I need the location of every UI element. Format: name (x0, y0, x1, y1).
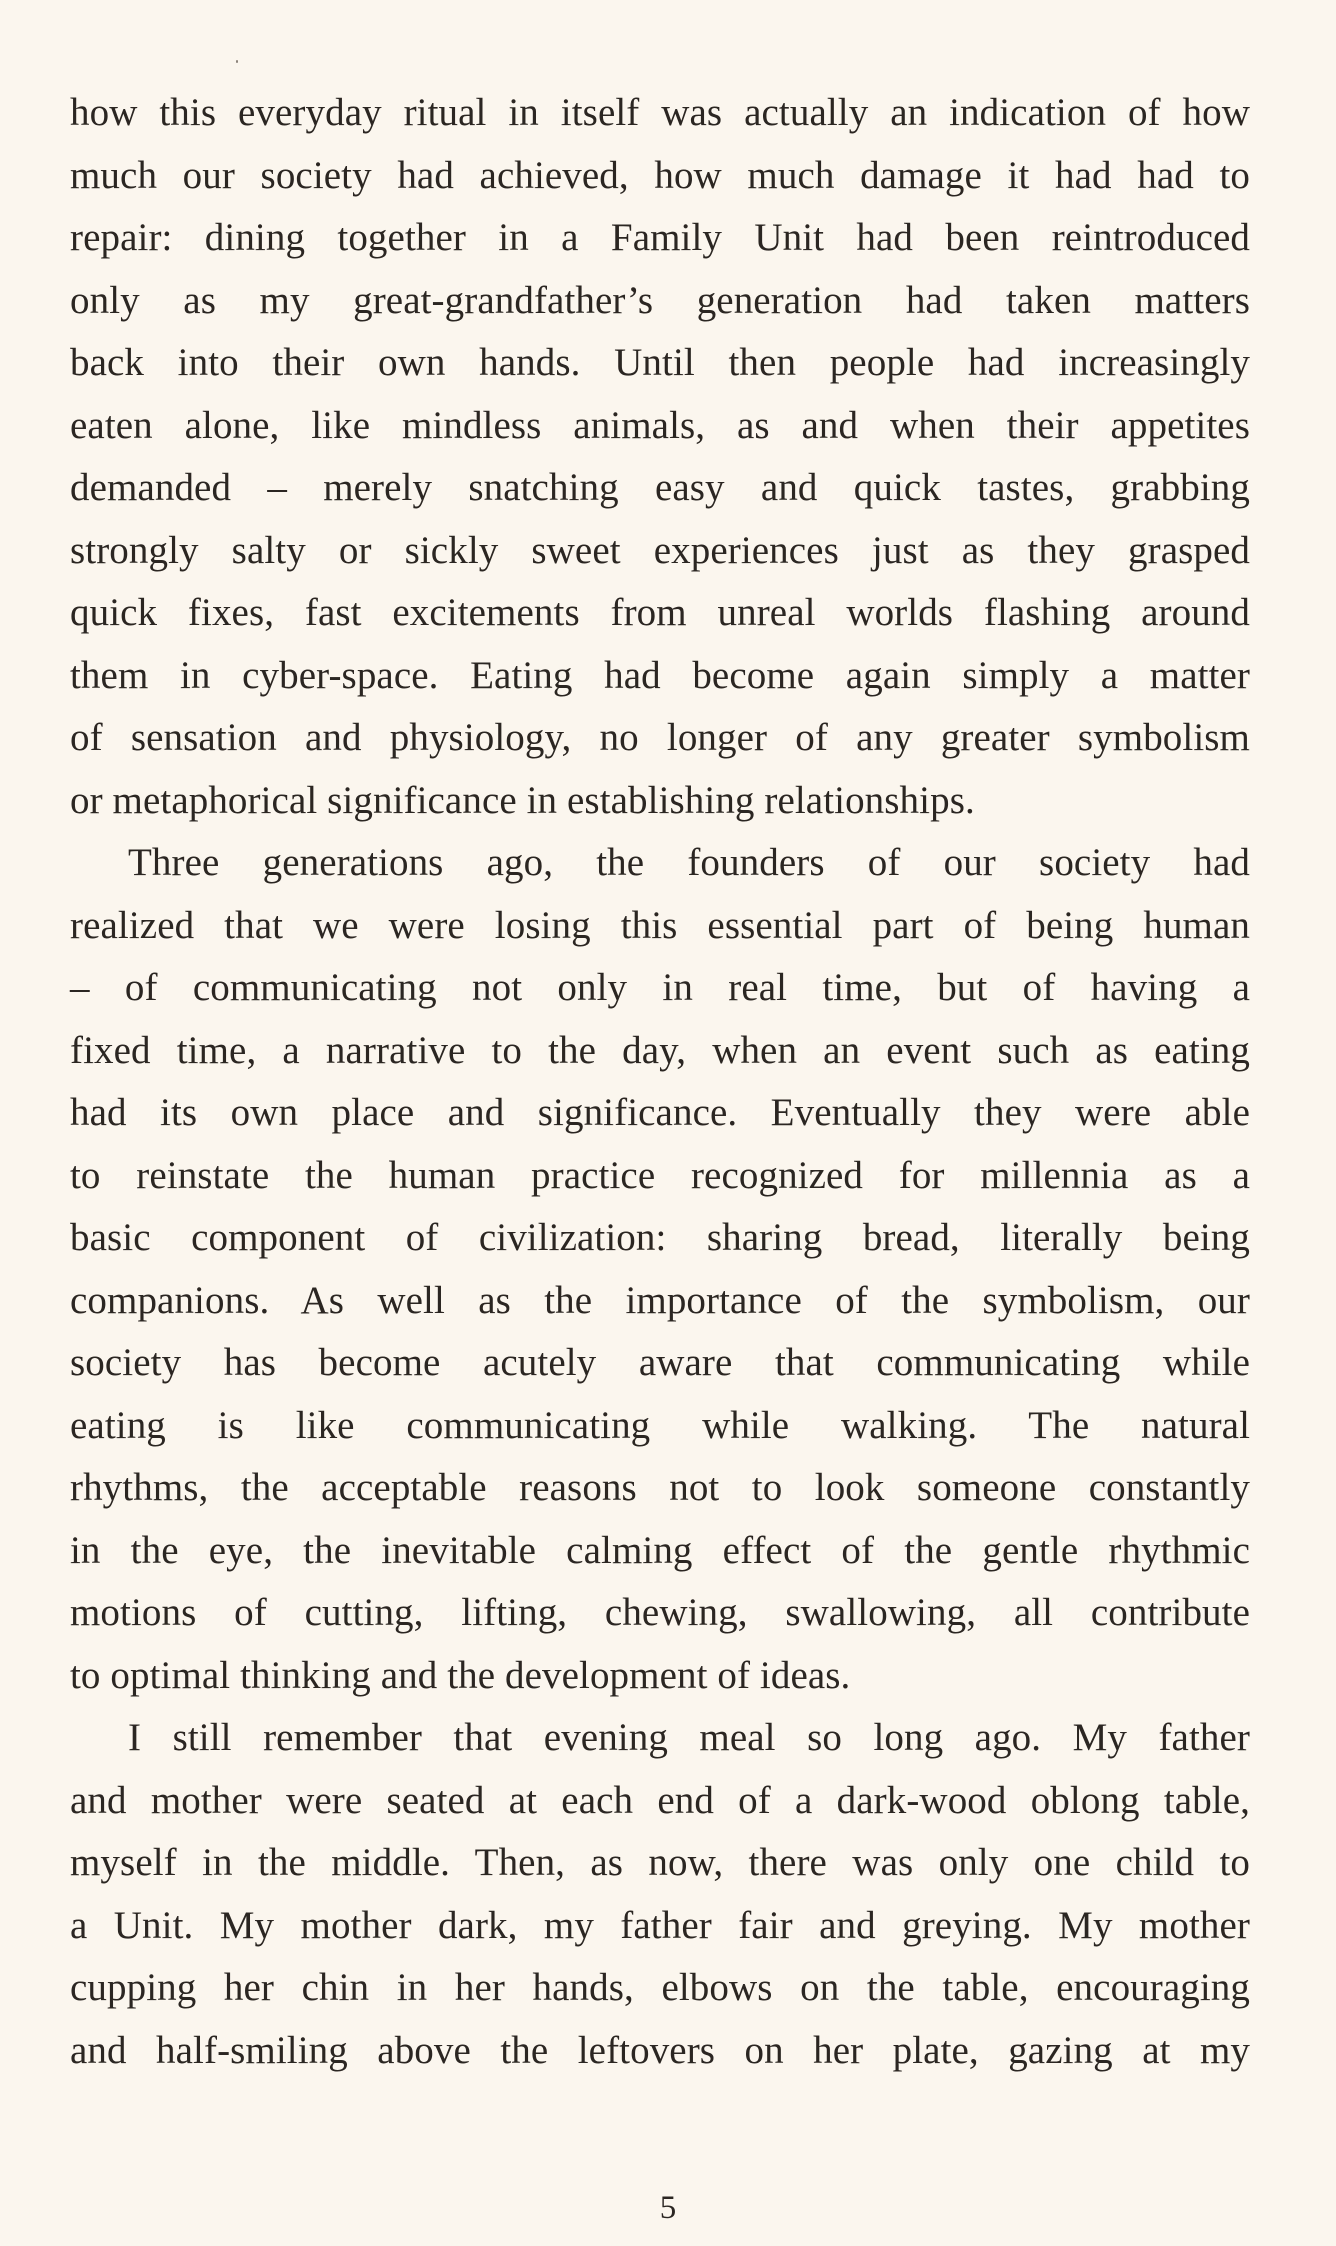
paragraph-1-line: of sensation and physiology, no longer of any greater symbolism (70, 716, 1250, 759)
paragraph-2-line: to reinstate the human practice recognized for millennia as a (70, 1153, 1250, 1197)
paper-speck (236, 60, 238, 63)
paragraph-2-line: realized that we were losing this essential part of being human (70, 903, 1250, 947)
paragraph-1-line: eaten alone, like mindless animals, as and when their appetites (70, 403, 1250, 447)
paragraph-1-line: much our society had achieved, how much damage it had had to (70, 153, 1250, 197)
paragraph-2-line: society has become acutely aware that communicating while (70, 1341, 1250, 1384)
paragraph-3-line: cupping her chin in her hands, elbows on the table, encouraging (70, 1966, 1250, 2009)
paragraph-1-line: them in cyber-space. Eating had become again simply a matter (70, 653, 1250, 697)
page-number: 5 (659, 2190, 677, 2226)
paragraph-1-line: or metaphorical significance in establishing relationships. (70, 778, 975, 822)
paragraph-1-line: strongly salty or sickly sweet experiences just as they grasped (70, 528, 1250, 572)
paragraph-2-line: had its own place and significance. Eventually they were able (70, 1091, 1250, 1134)
paragraph-1-line: demanded – merely snatching easy and quick tastes, grabbing (70, 466, 1250, 509)
paragraph-1-line: back into their own hands. Until then people had increasingly (70, 341, 1250, 384)
paragraph-1-line: how this everyday ritual in itself was actually an indication of how (70, 91, 1250, 134)
paragraph-2-line: – of communicating not only in real time, but of having a (70, 966, 1250, 1009)
paragraph-2-line: fixed time, a narrative to the day, when an event such as eating (70, 1028, 1250, 1072)
paragraph-2-line: to optimal thinking and the development of ideas. (70, 1653, 851, 1697)
paragraph-1-line: only as my great-grandfather’s generation had taken matters (70, 278, 1250, 322)
paragraph-3-line: I still remember that evening meal so long ago. My father (128, 1716, 1250, 1759)
paragraph-3-line: and mother were seated at each end of a dark-wood oblong table, (70, 1778, 1250, 1822)
paragraph-2-line: eating is like communicating while walking. The natural (70, 1403, 1250, 1447)
paragraph-2-line: Three generations ago, the founders of our society had (128, 841, 1250, 884)
paragraph-1-line: quick fixes, fast excitements from unreal worlds flashing around (70, 591, 1250, 634)
paragraph-2-line: motions of cutting, lifting, chewing, swallowing, all contribute (70, 1591, 1250, 1634)
paragraph-2-line: basic component of civilization: sharing bread, literally being (70, 1216, 1250, 1259)
paragraph-3-line: and half-smiling above the leftovers on her plate, gazing at my (70, 2028, 1250, 2072)
paragraph-2-line: in the eye, the inevitable calming effect of the gentle rhythmic (70, 1528, 1250, 1572)
paragraph-2-line: rhythms, the acceptable reasons not to look someone constantly (70, 1466, 1250, 1509)
paragraph-1-line: repair: dining together in a Family Unit had been reintroduced (70, 216, 1250, 259)
body-text (70, 82, 1250, 2082)
paragraph-2-line: companions. As well as the importance of the symbolism, our (70, 1278, 1250, 1322)
paragraph-3-line: myself in the middle. Then, as now, there was only one child to (70, 1841, 1250, 1884)
paragraph-3-line: a Unit. My mother dark, my father fair and greying. My mother (70, 1903, 1250, 1947)
